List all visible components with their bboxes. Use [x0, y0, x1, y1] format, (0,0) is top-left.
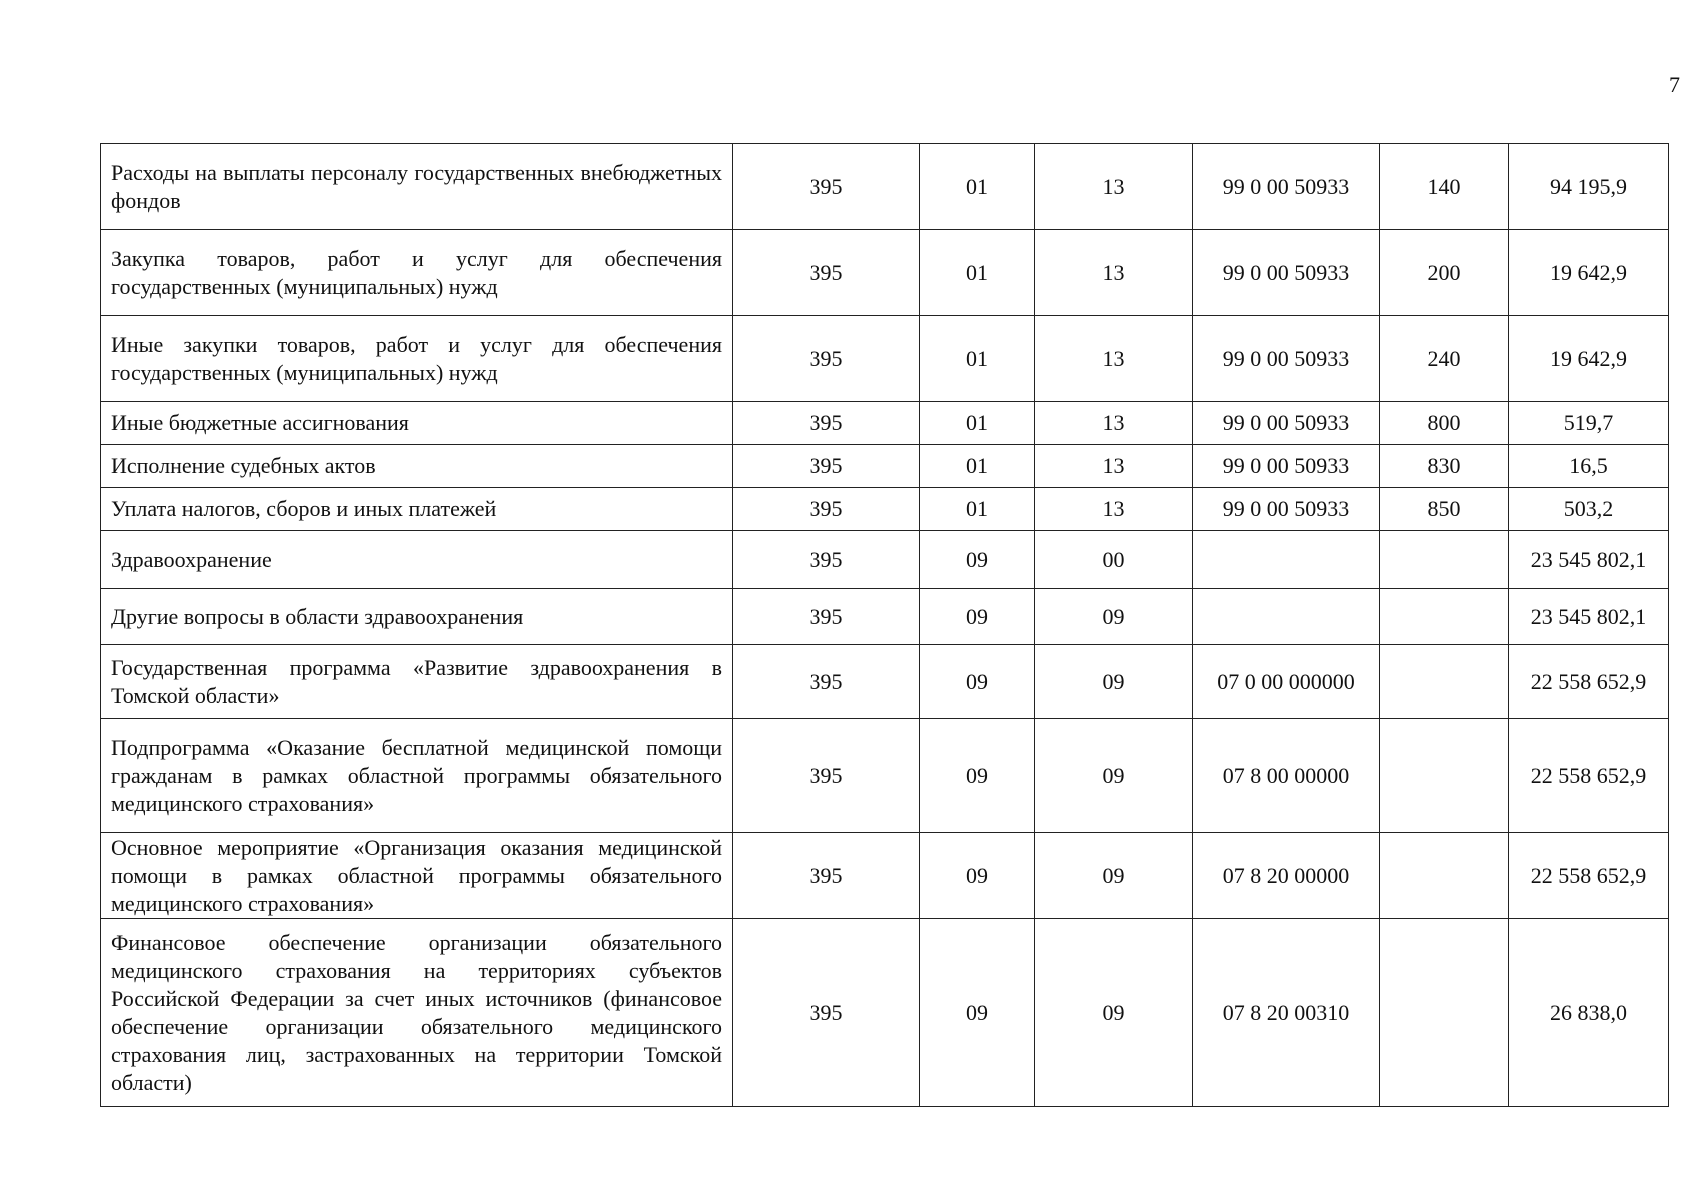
- target-code: 99 0 00 50933: [1193, 230, 1380, 316]
- target-code: 99 0 00 50933: [1193, 316, 1380, 402]
- table-row: [101, 488, 1669, 531]
- target-code: 99 0 00 50933: [1193, 488, 1380, 531]
- admin-code: 395: [733, 488, 920, 531]
- expense-type-code: [1380, 919, 1509, 1107]
- target-code: [1193, 589, 1380, 645]
- subsection-code: 09: [1035, 645, 1193, 719]
- expense-type-code: [1380, 531, 1509, 589]
- subsection-code: 13: [1035, 488, 1193, 531]
- expense-type-code: 140: [1380, 144, 1509, 230]
- target-code: 07 8 20 00000: [1193, 833, 1380, 919]
- expense-type-code: [1380, 589, 1509, 645]
- amount: 94 195,9: [1509, 144, 1669, 230]
- section-code: 01: [920, 316, 1035, 402]
- section-code: 09: [920, 833, 1035, 919]
- amount: 22 558 652,9: [1509, 719, 1669, 833]
- amount: 22 558 652,9: [1509, 833, 1669, 919]
- amount: 19 642,9: [1509, 316, 1669, 402]
- page-number: 7: [1669, 72, 1680, 97]
- table-row: [101, 833, 1669, 919]
- amount: 19 642,9: [1509, 230, 1669, 316]
- row-name: Финансовое обеспечение организации обязательного медицинского страхования на территориях субъектов Российской Федерации за счет иных источников (финансовое обеспечение организации обязательного медицинского страхования лиц, застрахованных на территории Томской области): [101, 919, 733, 1107]
- expense-type-code: 830: [1380, 445, 1509, 488]
- section-code: 09: [920, 645, 1035, 719]
- target-code: 99 0 00 50933: [1193, 445, 1380, 488]
- admin-code: 395: [733, 144, 920, 230]
- row-name: Иные закупки товаров, работ и услуг для обеспечения государственных (муниципальных) нужд: [101, 316, 733, 402]
- target-code: 07 8 20 00310: [1193, 919, 1380, 1107]
- subsection-code: 09: [1035, 833, 1193, 919]
- target-code: 99 0 00 50933: [1193, 144, 1380, 230]
- table-row: [101, 316, 1669, 402]
- section-code: 01: [920, 402, 1035, 445]
- amount: 519,7: [1509, 402, 1669, 445]
- admin-code: 395: [733, 531, 920, 589]
- admin-code: 395: [733, 719, 920, 833]
- section-code: 09: [920, 919, 1035, 1107]
- amount: 26 838,0: [1509, 919, 1669, 1107]
- subsection-code: 13: [1035, 144, 1193, 230]
- row-name: Подпрограмма «Оказание бесплатной медицинской помощи гражданам в рамках областной программы обязательного медицинского страхования»: [101, 719, 733, 833]
- subsection-code: 09: [1035, 719, 1193, 833]
- row-name: Закупка товаров, работ и услуг для обеспечения государственных (муниципальных) нужд: [101, 230, 733, 316]
- subsection-code: 13: [1035, 402, 1193, 445]
- row-name: Основное мероприятие «Организация оказания медицинской помощи в рамках областной программы обязательного медицинского страхования»: [101, 833, 733, 919]
- amount: 16,5: [1509, 445, 1669, 488]
- section-code: 01: [920, 144, 1035, 230]
- expense-type-code: [1380, 645, 1509, 719]
- admin-code: 395: [733, 589, 920, 645]
- amount: 23 545 802,1: [1509, 589, 1669, 645]
- row-name: Государственная программа «Развитие здравоохранения в Томской области»: [101, 645, 733, 719]
- expense-type-code: [1380, 833, 1509, 919]
- admin-code: 395: [733, 230, 920, 316]
- budget-table: [100, 143, 1669, 1107]
- expense-type-code: [1380, 719, 1509, 833]
- section-code: 01: [920, 445, 1035, 488]
- section-code: 01: [920, 230, 1035, 316]
- admin-code: 395: [733, 919, 920, 1107]
- amount: 23 545 802,1: [1509, 531, 1669, 589]
- table-row: [101, 445, 1669, 488]
- row-name: Уплата налогов, сборов и иных платежей: [101, 488, 733, 531]
- admin-code: 395: [733, 833, 920, 919]
- amount: 22 558 652,9: [1509, 645, 1669, 719]
- table-row: [101, 919, 1669, 1107]
- table-row: [101, 531, 1669, 589]
- admin-code: 395: [733, 402, 920, 445]
- expense-type-code: 800: [1380, 402, 1509, 445]
- section-code: 09: [920, 589, 1035, 645]
- section-code: 09: [920, 531, 1035, 589]
- expense-type-code: 240: [1380, 316, 1509, 402]
- expense-type-code: 850: [1380, 488, 1509, 531]
- admin-code: 395: [733, 445, 920, 488]
- row-name: Исполнение судебных актов: [101, 445, 733, 488]
- row-name: Здравоохранение: [101, 531, 733, 589]
- target-code: 07 0 00 000000: [1193, 645, 1380, 719]
- table-row: [101, 230, 1669, 316]
- amount: 503,2: [1509, 488, 1669, 531]
- table-row: [101, 645, 1669, 719]
- expense-type-code: 200: [1380, 230, 1509, 316]
- admin-code: 395: [733, 316, 920, 402]
- target-code: 07 8 00 00000: [1193, 719, 1380, 833]
- subsection-code: 13: [1035, 316, 1193, 402]
- subsection-code: 13: [1035, 445, 1193, 488]
- target-code: [1193, 531, 1380, 589]
- row-name: Другие вопросы в области здравоохранения: [101, 589, 733, 645]
- table-row: [101, 589, 1669, 645]
- section-code: 01: [920, 488, 1035, 531]
- subsection-code: 09: [1035, 919, 1193, 1107]
- table-row: [101, 402, 1669, 445]
- subsection-code: 00: [1035, 531, 1193, 589]
- section-code: 09: [920, 719, 1035, 833]
- subsection-code: 13: [1035, 230, 1193, 316]
- target-code: 99 0 00 50933: [1193, 402, 1380, 445]
- table-row: [101, 144, 1669, 230]
- admin-code: 395: [733, 645, 920, 719]
- row-name: Расходы на выплаты персоналу государственных внебюджетных фондов: [101, 144, 733, 230]
- subsection-code: 09: [1035, 589, 1193, 645]
- row-name: Иные бюджетные ассигнования: [101, 402, 733, 445]
- table-row: [101, 719, 1669, 833]
